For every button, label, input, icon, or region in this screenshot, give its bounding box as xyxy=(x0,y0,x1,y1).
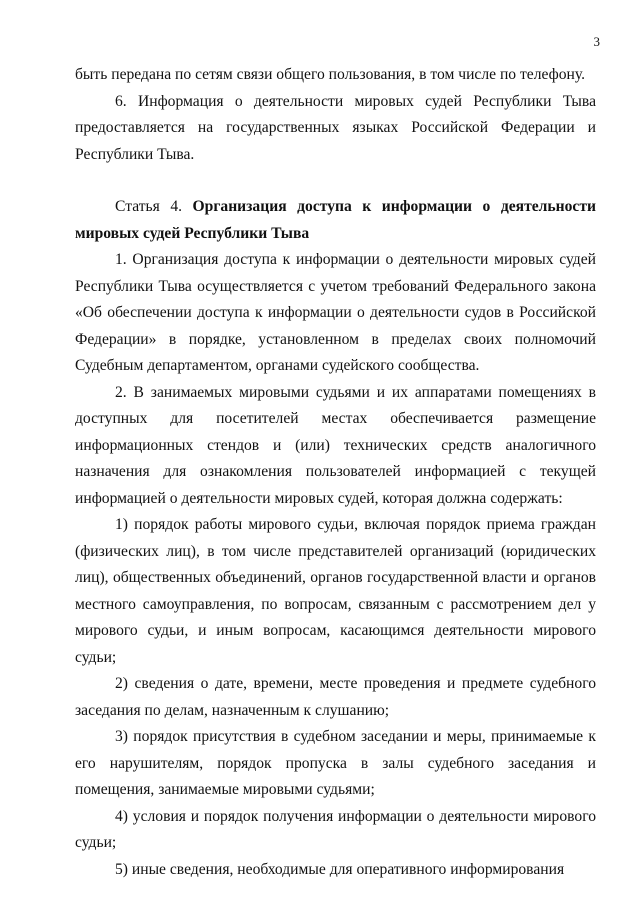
document-body xyxy=(75,62,596,883)
paragraph-item-2: 2. В занимаемых мировыми судьями и их аппаратами помещениях в доступных для посетителей местах обеспечивается размещение информационных стендов и (или) технических средств аналогичного назначения для ознакомления пользователей информацией с текущей информацией о деятельности мировых судей, которая должна содержать: xyxy=(75,383,596,507)
list-item-4: 4) условия и порядок получения информации о деятельности мирового судьи; xyxy=(75,807,596,851)
list-item-1: 1) порядок работы мирового судьи, включая порядок приема граждан (физических лиц), в том числе представителей организаций (юридических лиц), общественных объединений, органов государственной власти и органов местного самоуправления, по вопросам, связанным с рассмотрением дел у мирового судьи, и иным вопросам, касающимся деятельности мирового судьи; xyxy=(75,516,596,666)
list-item-2: 2) сведения о дате, времени, месте проведения и предмете судебного заседания по делам, назначенным к слушанию; xyxy=(75,675,596,719)
paragraph-continuation: быть передана по сетям связи общего пользования, в том числе по телефону. xyxy=(75,66,586,83)
article-number: Статья 4. xyxy=(115,198,193,215)
page-number: 3 xyxy=(593,34,600,49)
list-item-5: 5) иные сведения, необходимые для оперативного информирования xyxy=(115,860,565,878)
list-item-3: 3) порядок присутствия в судебном заседании и меры, принимаемые к его нарушителям, порядок пропуска в залы судебного заседания и помещения, занимаемые мировыми судьями; xyxy=(75,728,596,798)
article-heading xyxy=(75,194,596,247)
paragraph-item-1: 1. Организация доступа к информации о деятельности мировых судей Республики Тыва осуществляется с учетом требований Федерального закона «Об обеспечении доступа к информации о деятельности судов в Российской Федерации» в порядке, установленном в пределах своих полномочий Судебным департаментом, органами судейского сообщества. xyxy=(75,251,596,374)
paragraph-item-6: 6. Информация о деятельности мировых судей Республики Тыва предоставляется на государственных языках Российской Федерации и Республики Тыва. xyxy=(75,92,596,163)
article-title: Организация доступа к информации о деятельности мировых судей Республики Тыва xyxy=(75,198,596,242)
